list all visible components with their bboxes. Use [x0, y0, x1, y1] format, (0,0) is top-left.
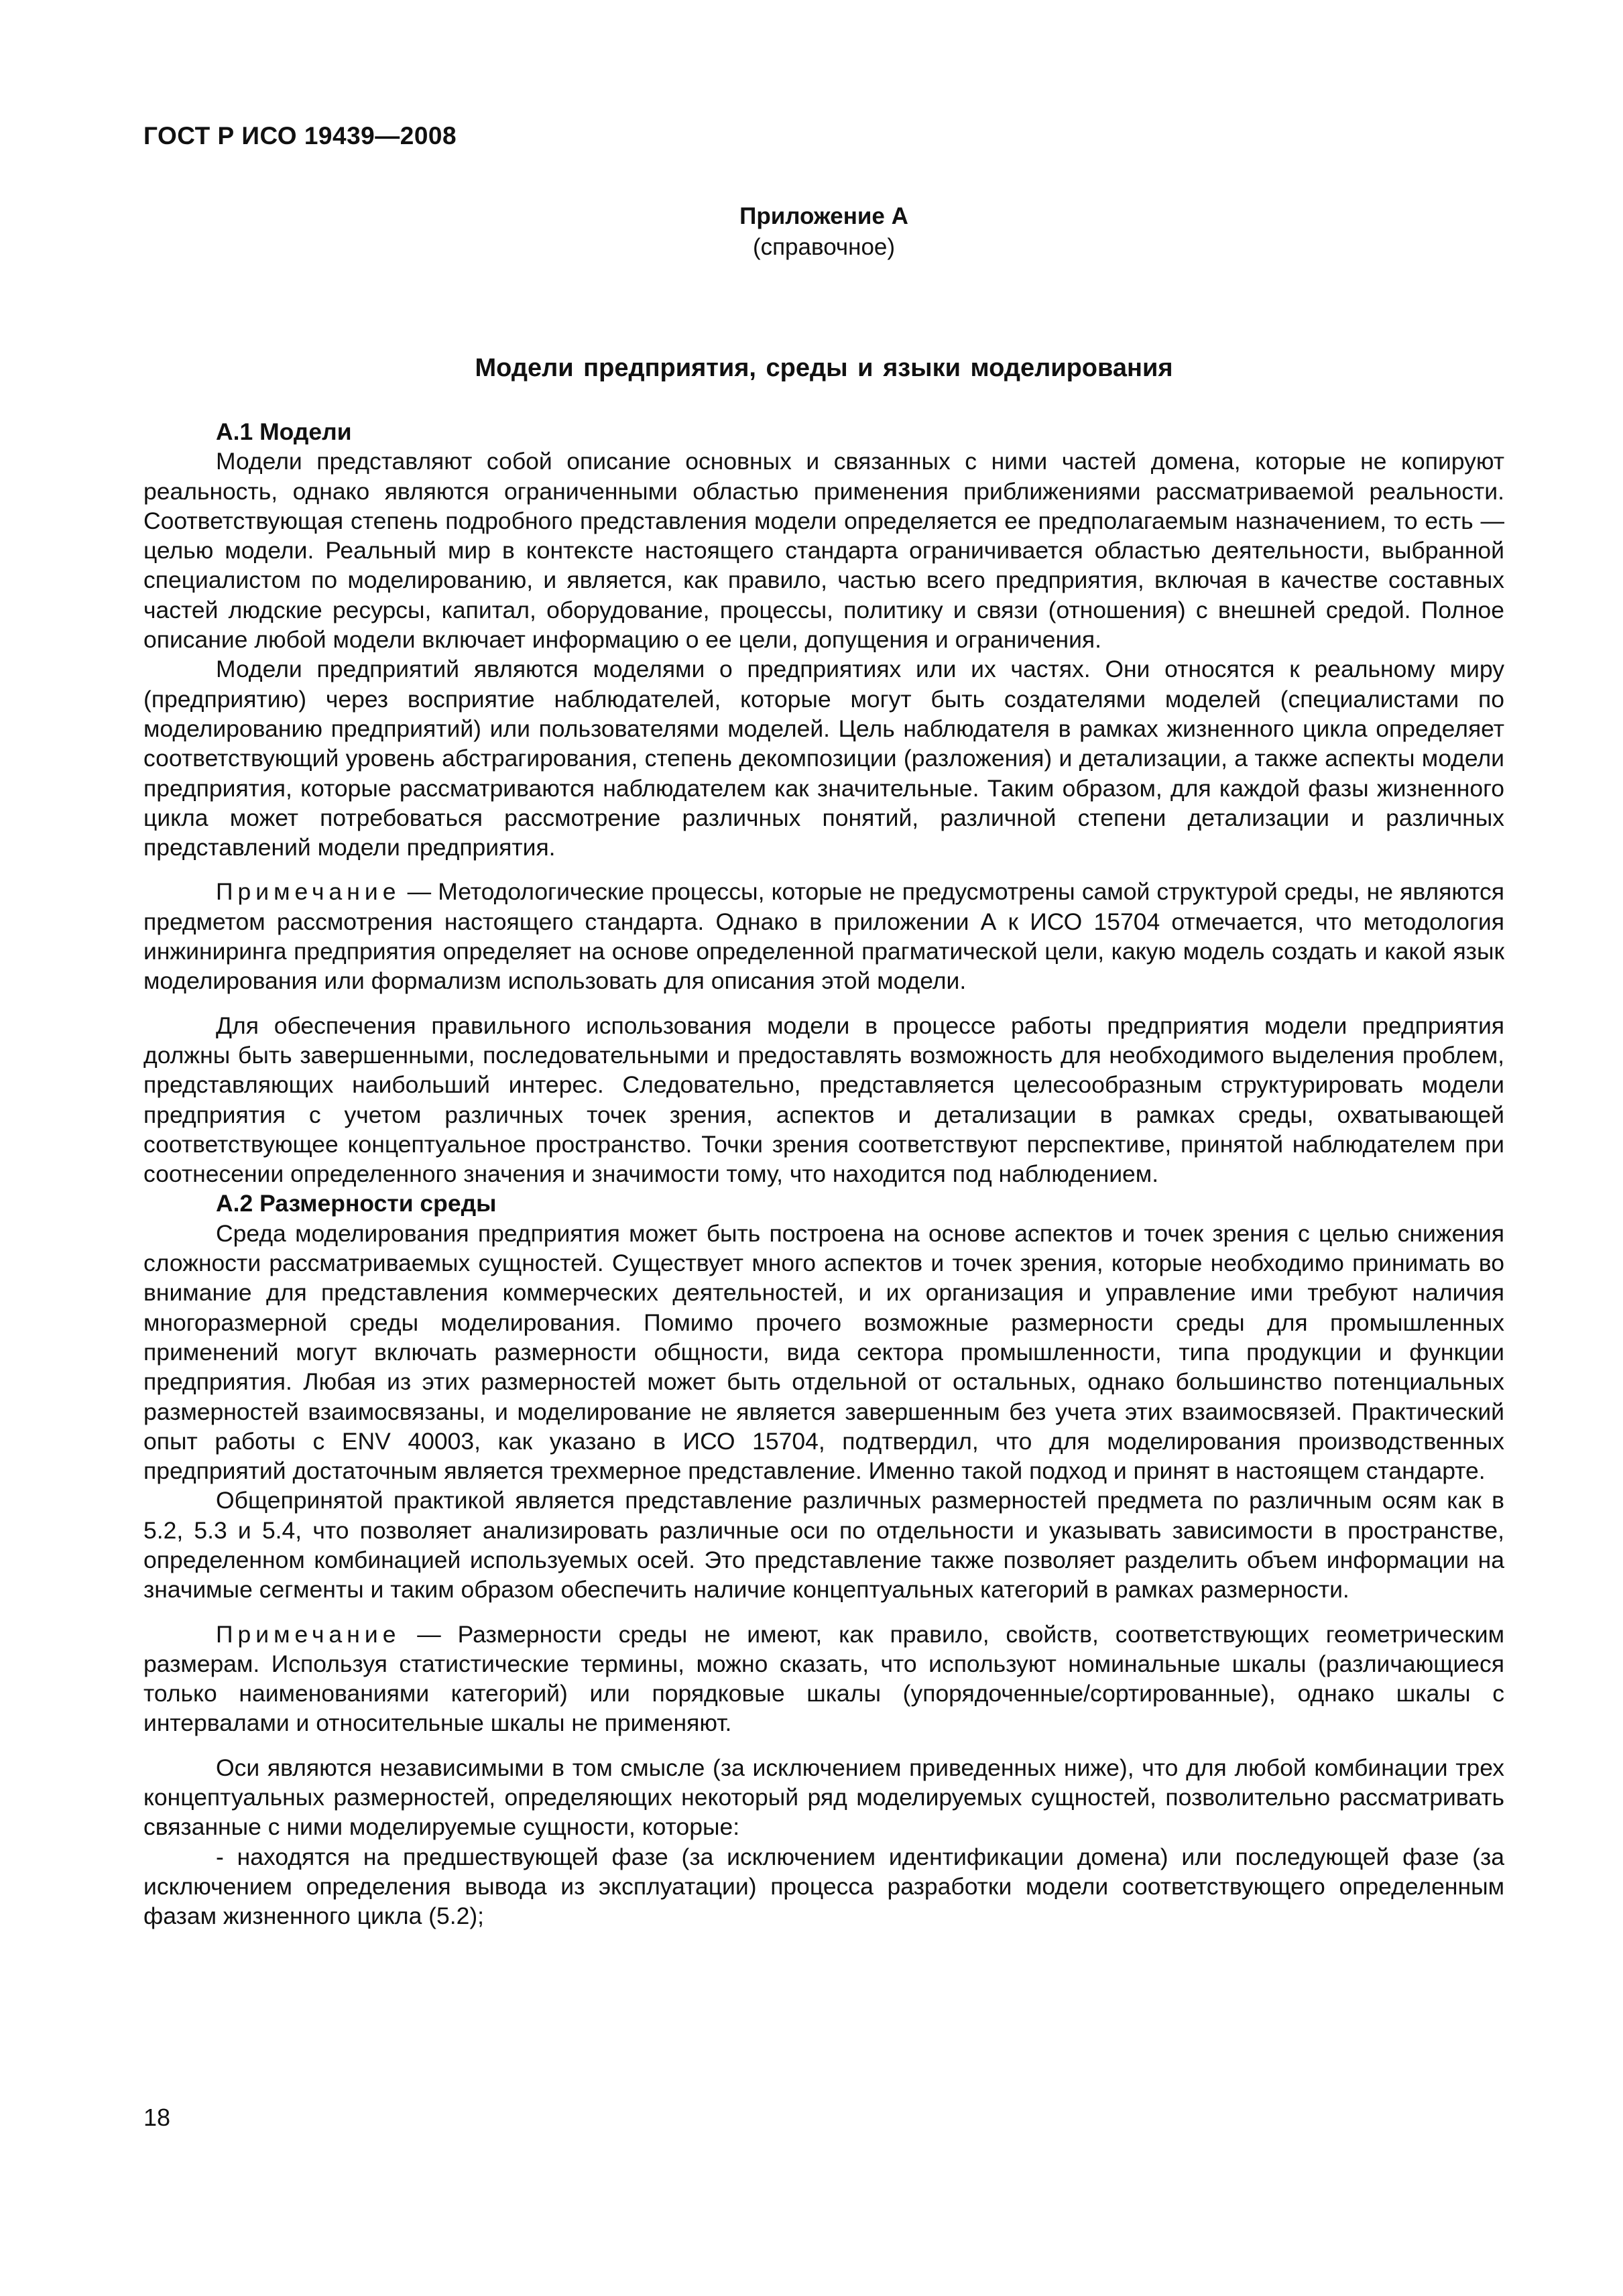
paragraph: Для обеспечения правильного использования модели в процессе работы предприятия модели предприятия должны быть завершенными, последовательными и предоставлять возможность для необходимого выделения проблем, представляющих наибольший интерес. Следовательно, представляется целесообразным структурировать модели предприятия с учетом различных точек зрения, аспектов и детализации в рамках среды, охватывающей соответствующее концептуальное пространство. Точки зрения соответствуют перспективе, принятой наблюдателем при соотнесении определенного значения и значимости тому, что находится под наблюдением.: [143, 1012, 1504, 1188]
section-heading-a1: А.1 Модели: [216, 418, 352, 445]
list-item: - находятся на предшествующей фазе (за исключением идентификации домена) или последующей фазе (за исключением определения вывода из эксплуатации) процесса разработки модели соответствующего определенным фазам жизненного цикла (5.2);: [143, 1843, 1504, 1930]
note-paragraph: [143, 1620, 1504, 1738]
page-number: 18: [143, 2104, 171, 2131]
document-header: ГОСТ Р ИСО 19439—2008: [143, 122, 457, 149]
paragraph: Общепринятой практикой является представление различных размерностей предмета по различным осям как в 5.2, 5.3 и 5.4, что позволяет анализировать различные оси по отдельности и указывать зависимости в пространстве, определенном комбинацией используемых осей. Это представление также позволяет разделить объем информации на значимые сегменты и таким образом обеспечить наличие концептуальных категорий в рамках размерности.: [143, 1487, 1504, 1604]
paragraph: Модели предприятий являются моделями о предприятиях или их частях. Они относятся к реальному миру (предприятию) через восприятие наблюдателей, которые могут быть создателями моделей (специалистами по моделированию предприятий) или пользователями моделей. Цель наблюдателя в рамках жизненного цикла определяет соответствующий уровень абстрагирования, степень декомпозиции (разложения) и детализации, а также аспекты модели предприятия, которые рассматриваются наблюдателем как значительные. Таким образом, для каждой фазы жизненного цикла может потребоваться рассмотрение различных понятий, различной степени детализации и различных представлений модели предприятия.: [143, 656, 1504, 861]
paragraph: Среда моделирования предприятия может быть построена на основе аспектов и точек зрения с целью снижения сложности рассматриваемых сущностей. Существует много аспектов и точек зрения, которые необходимо принимать во внимание для представления коммерческих деятельностей, и их организация и управление ими требуют наличия многоразмерной среды моделирования. Помимо прочего возможные размерности среды для промышленных применений могут включать размерности общности, вида сектора промышленности, типа продукции и функции предприятия. Любая из этих размерностей может быть отдельной от остальных, однако большинство потенциальных размерностей взаимосвязаны, и моделирование не является завершенным без учета этих взаимосвязей. Практический опыт работы с ENV 40003, как указано в ИСО 15704, подтвердил, что для моделирования производственных предприятий достаточным является трехмерное представление. Именно такой подход и принят в настоящем стандарте.: [143, 1219, 1504, 1485]
main-title: Модели предприятия, среды и языки моделирования: [475, 354, 1173, 382]
annex-title: Приложение А: [739, 203, 908, 229]
paragraph: Оси являются независимыми в том смысле (за исключением приведенных ниже), что для любой комбинации трех концептуальных размерностей, определяющих некоторый ряд моделируемых сущностей, позволительно рассматривать связанные с ними моделируемые сущности, которые:: [143, 1754, 1504, 1841]
note-label: Примечание: [216, 878, 401, 906]
paragraph: Модели представляют собой описание основных и связанных с ними частей домена, которые не копируют реальность, однако являются ограниченными областью применения приближениями рассматриваемой реальности. Соответствующая степень подробного представления модели определяется ее предполагаемым назначением, то есть — целью модели. Реальный мир в контексте настоящего стандарта ограничивается областью деятельности, выбранной специалистом по моделированию, и является, как правило, частью всего предприятия, включая в качестве составных частей людские ресурсы, капитал, оборудование, процессы, политику и связи (отношения) с внешней средой. Полное описание любой модели включает информацию о ее цели, допущения и ограничения.: [143, 448, 1504, 654]
annex-type: (справочное): [752, 234, 896, 260]
document-body: [143, 417, 1504, 1931]
note-label: Примечание: [216, 1620, 401, 1648]
annex-heading: [143, 201, 1504, 263]
note-text: — Методологические процессы, которые не предусмотрены самой структурой среды, не являются предметом рассмотрения настоящего стандарта. Однако в приложении А к ИСО 15704 отмечается, что методология инжиниринга предприятия определяет на основе определенной прагматической цели, какую модель создать и какой язык моделирования или формализм использовать для описания этой модели.: [143, 878, 1504, 995]
note-text: — Размерности среды не имеют, как правило, свойств, соответствующих геометрическим размерам. Используя статистические термины, можно сказать, что используют номинальные шкалы (различающиеся только наименованиями категорий) или порядковые шкалы (упорядоченные/сортированные), однако шкалы с интервалами и относительные шкалы не применяют.: [143, 1620, 1504, 1737]
section-heading-a2: А.2 Размерности среды: [216, 1190, 497, 1217]
document-page: [143, 0, 1504, 2296]
note-paragraph: [143, 877, 1504, 995]
